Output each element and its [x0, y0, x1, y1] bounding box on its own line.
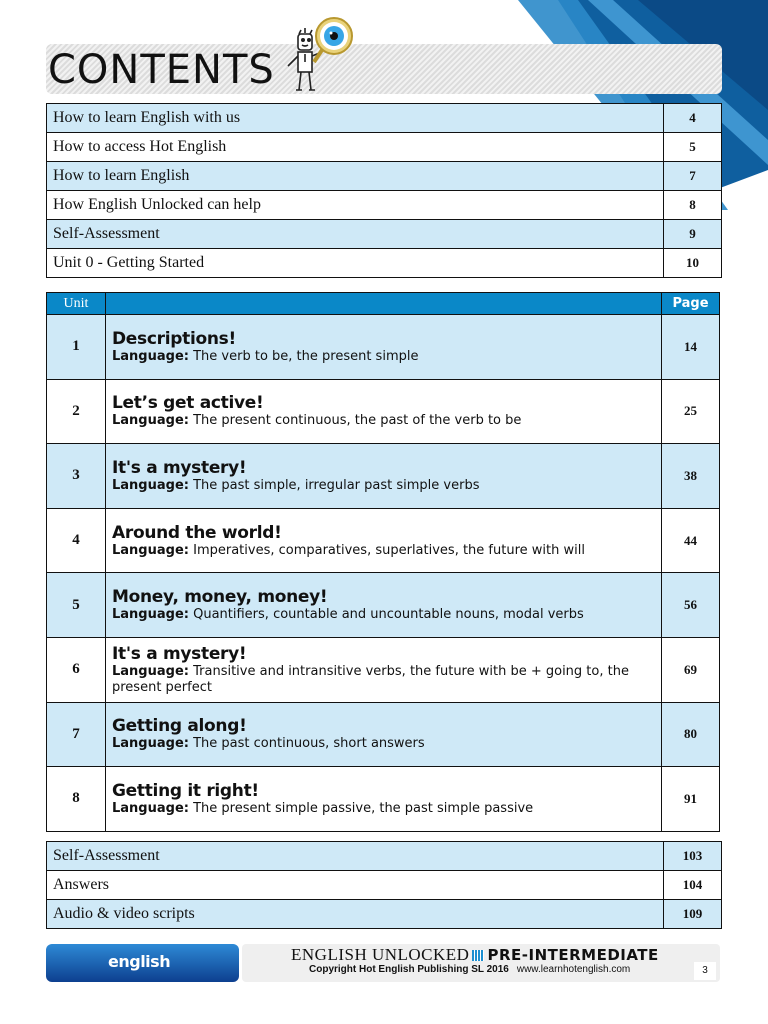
entry-label: Unit 0 - Getting Started: [47, 249, 664, 278]
language-label: Language:: [112, 413, 189, 429]
unit-language: [112, 413, 655, 429]
entry-label: How to learn English with us: [47, 104, 664, 133]
entry-page: 5: [664, 133, 722, 162]
entry-page: 10: [664, 249, 722, 278]
entry-label: How to learn English: [47, 162, 664, 191]
language-label: Language:: [112, 348, 189, 364]
unit-row[interactable]: [47, 508, 720, 573]
entry-label: Audio & video scripts: [47, 900, 664, 929]
page-title: CONTENTS: [48, 47, 275, 93]
unit-language: [112, 349, 655, 365]
entry-page: 109: [664, 900, 722, 929]
unit-page: 44: [662, 508, 720, 573]
units-table: [46, 292, 720, 832]
unit-page: 14: [662, 315, 720, 380]
entry-page: 103: [664, 842, 722, 871]
page-number: 3: [694, 962, 716, 980]
intro-contents-table: [46, 103, 722, 278]
book-title: [291, 945, 659, 965]
unit-language: [112, 664, 655, 696]
language-label: Language:: [112, 800, 189, 816]
unit-number: 6: [47, 637, 106, 702]
unit-description: [106, 573, 662, 638]
unit-number: 3: [47, 444, 106, 509]
unit-title: Getting along!: [112, 716, 247, 737]
table-row[interactable]: [47, 220, 722, 249]
unit-description: [106, 379, 662, 444]
page-column-header: Page: [662, 293, 720, 315]
unit-row[interactable]: [47, 637, 720, 702]
entry-page: 8: [664, 191, 722, 220]
entry-page: 104: [664, 871, 722, 900]
language-text: Quantifiers, countable and uncountable nouns, modal verbs: [193, 607, 584, 623]
unit-row[interactable]: [47, 315, 720, 380]
entry-page: 4: [664, 104, 722, 133]
closing-contents-table: [46, 841, 722, 929]
unit-language: [112, 607, 655, 623]
unit-number: 1: [47, 315, 106, 380]
entry-label: Self-Assessment: [47, 842, 664, 871]
mascot-magnifier-icon: [284, 14, 364, 96]
unit-description: [106, 767, 662, 832]
unit-page: 38: [662, 444, 720, 509]
unit-row[interactable]: [47, 702, 720, 767]
language-text: The present continuous, the past of the verb to be: [193, 413, 522, 429]
unit-column-header: Unit: [47, 293, 106, 315]
unit-description: [106, 315, 662, 380]
entry-page: 9: [664, 220, 722, 249]
table-row[interactable]: [47, 133, 722, 162]
unit-page: 69: [662, 637, 720, 702]
entry-label: Answers: [47, 871, 664, 900]
language-text: Transitive and intransitive verbs, the future with be + going to, the present perfect: [112, 663, 629, 695]
table-row[interactable]: [47, 900, 722, 929]
table-row[interactable]: [47, 842, 722, 871]
unit-number: 2: [47, 379, 106, 444]
copyright-text: Copyright Hot English Publishing SL 2016: [309, 964, 509, 975]
unit-number: 4: [47, 508, 106, 573]
unit-row[interactable]: [47, 573, 720, 638]
unit-number: 8: [47, 767, 106, 832]
entry-label: Self-Assessment: [47, 220, 664, 249]
unit-language: [112, 736, 655, 752]
table-row[interactable]: [47, 162, 722, 191]
publisher-logo: english: [108, 952, 171, 971]
language-text: The past continuous, short answers: [193, 736, 425, 752]
language-label: Language:: [112, 663, 189, 679]
copyright-line: [309, 964, 630, 975]
unit-title: It's a mystery!: [112, 643, 247, 664]
entry-label: How to access Hot English: [47, 133, 664, 162]
table-row[interactable]: [47, 249, 722, 278]
unit-description: [106, 637, 662, 702]
table-row[interactable]: [47, 104, 722, 133]
unit-language: [112, 543, 655, 559]
table-row[interactable]: [47, 191, 722, 220]
unit-title: Around the world!: [112, 522, 282, 543]
language-label: Language:: [112, 736, 189, 752]
language-label: Language:: [112, 607, 189, 623]
language-text: The present simple passive, the past simple passive: [193, 800, 534, 816]
unit-page: 25: [662, 379, 720, 444]
unit-row[interactable]: [47, 444, 720, 509]
language-text: The verb to be, the present simple: [193, 348, 419, 364]
unit-number: 7: [47, 702, 106, 767]
language-label: Language:: [112, 542, 189, 558]
unit-language: [112, 801, 655, 817]
entry-page: 7: [664, 162, 722, 191]
unit-page: 56: [662, 573, 720, 638]
level-name: PRE-INTERMEDIATE: [487, 946, 659, 964]
unit-language: [112, 478, 655, 494]
unit-title: Getting it right!: [112, 780, 259, 801]
entry-label: How English Unlocked can help: [47, 191, 664, 220]
language-text: Imperatives, comparatives, superlatives, the future with will: [193, 542, 585, 558]
language-label: Language:: [112, 477, 189, 493]
unit-number: 5: [47, 573, 106, 638]
unit-row[interactable]: [47, 767, 720, 832]
series-name: ENGLISH UNLOCKED: [291, 945, 470, 964]
unit-page: 80: [662, 702, 720, 767]
unit-row[interactable]: [47, 379, 720, 444]
table-row[interactable]: [47, 871, 722, 900]
language-text: The past simple, irregular past simple verbs: [193, 477, 480, 493]
unit-description: [106, 508, 662, 573]
book-icon: [472, 950, 484, 961]
unit-title: Descriptions!: [112, 328, 236, 349]
title-column-header: [106, 293, 662, 315]
unit-title: It's a mystery!: [112, 457, 247, 478]
unit-description: [106, 444, 662, 509]
unit-description: [106, 702, 662, 767]
website-link[interactable]: www.learnhotenglish.com: [516, 964, 631, 975]
unit-title: Let’s get active!: [112, 393, 264, 414]
unit-title: Money, money, money!: [112, 587, 328, 608]
unit-page: 91: [662, 767, 720, 832]
